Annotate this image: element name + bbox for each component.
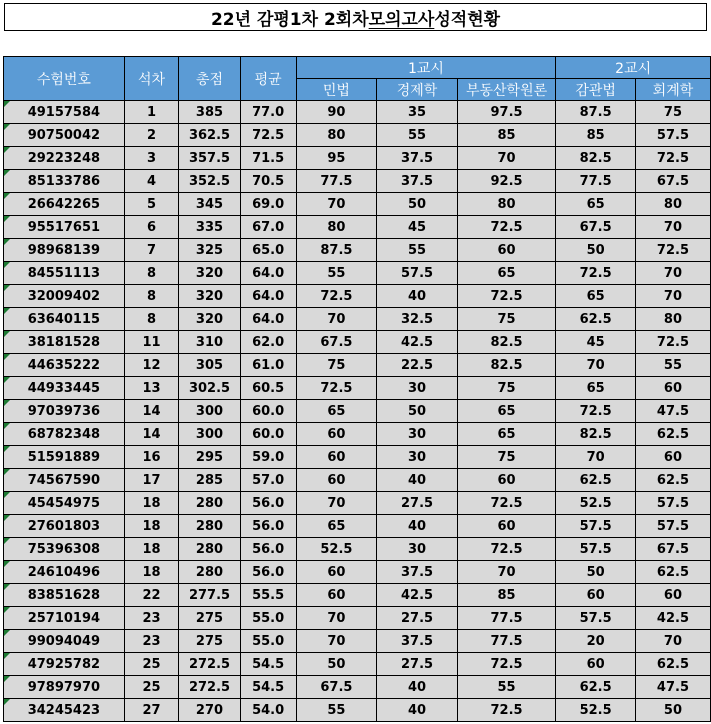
- table-row: [4, 101, 711, 124]
- header-economics[interactable]: 경제학: [377, 79, 458, 101]
- rank-cell[interactable]: 16: [124, 446, 179, 469]
- accounting-cell[interactable]: 67.5: [635, 538, 710, 561]
- real-estate-cell[interactable]: 65: [457, 423, 556, 446]
- economics-cell[interactable]: 30: [377, 423, 458, 446]
- appraisal-law-cell[interactable]: 52.5: [556, 699, 636, 722]
- appraisal-law-cell[interactable]: 70: [556, 354, 636, 377]
- economics-cell[interactable]: 40: [377, 676, 458, 699]
- total-cell[interactable]: 280: [179, 538, 240, 561]
- appraisal-law-cell[interactable]: 57.5: [556, 607, 636, 630]
- average-cell[interactable]: 60.0: [240, 423, 296, 446]
- appraisal-law-cell[interactable]: 57.5: [556, 515, 636, 538]
- total-cell[interactable]: 305: [179, 354, 240, 377]
- appraisal-law-cell[interactable]: 20: [556, 630, 636, 653]
- score-table: [3, 56, 711, 722]
- table-row: [4, 423, 711, 446]
- table-row: [4, 239, 711, 262]
- total-cell[interactable]: 285: [179, 469, 240, 492]
- accounting-cell[interactable]: 62.5: [635, 653, 710, 676]
- exam-no-cell[interactable]: 84551113: [4, 262, 125, 285]
- exam-no-cell[interactable]: 24610496: [4, 561, 125, 584]
- total-cell[interactable]: 325: [179, 239, 240, 262]
- civil-law-cell[interactable]: 60: [296, 469, 377, 492]
- average-cell[interactable]: 77.0: [240, 101, 296, 124]
- economics-cell[interactable]: 37.5: [377, 630, 458, 653]
- total-cell[interactable]: 362.5: [179, 124, 240, 147]
- average-cell[interactable]: 57.0: [240, 469, 296, 492]
- average-cell[interactable]: 55.5: [240, 584, 296, 607]
- table-row: [4, 561, 711, 584]
- score-table-body: [4, 101, 711, 722]
- civil-law-cell[interactable]: 80: [296, 216, 377, 239]
- appraisal-law-cell[interactable]: 67.5: [556, 216, 636, 239]
- average-cell[interactable]: 56.0: [240, 538, 296, 561]
- appraisal-law-cell[interactable]: 85: [556, 124, 636, 147]
- title-underlined: 모의고사: [368, 9, 435, 30]
- civil-law-cell[interactable]: 67.5: [296, 331, 377, 354]
- exam-no-cell[interactable]: 99094049: [4, 630, 125, 653]
- total-cell[interactable]: 280: [179, 492, 240, 515]
- civil-law-cell[interactable]: 70: [296, 308, 377, 331]
- average-cell[interactable]: 65.0: [240, 239, 296, 262]
- civil-law-cell[interactable]: 90: [296, 101, 377, 124]
- total-cell[interactable]: 345: [179, 193, 240, 216]
- total-cell[interactable]: 272.5: [179, 676, 240, 699]
- accounting-cell[interactable]: 62.5: [635, 423, 710, 446]
- average-cell[interactable]: 55.0: [240, 630, 296, 653]
- appraisal-law-cell[interactable]: 62.5: [556, 676, 636, 699]
- header-appraisal-law[interactable]: 감관법: [556, 79, 636, 101]
- table-row: [4, 193, 711, 216]
- header-period2[interactable]: 2교시: [556, 57, 711, 79]
- rank-cell[interactable]: 8: [124, 262, 179, 285]
- table-row: [4, 331, 711, 354]
- civil-law-cell[interactable]: 70: [296, 492, 377, 515]
- total-cell[interactable]: 295: [179, 446, 240, 469]
- title-prefix: 22년 감평1차 2회차: [210, 9, 369, 30]
- table-row: [4, 492, 711, 515]
- civil-law-cell[interactable]: 65: [296, 400, 377, 423]
- rank-cell[interactable]: 6: [124, 216, 179, 239]
- rank-cell[interactable]: 12: [124, 354, 179, 377]
- exam-no-cell[interactable]: 83851628: [4, 584, 125, 607]
- exam-no-cell[interactable]: 45454975: [4, 492, 125, 515]
- rank-cell[interactable]: 5: [124, 193, 179, 216]
- economics-cell[interactable]: 40: [377, 699, 458, 722]
- real-estate-cell[interactable]: 60: [457, 515, 556, 538]
- economics-cell[interactable]: 40: [377, 515, 458, 538]
- appraisal-law-cell[interactable]: 82.5: [556, 147, 636, 170]
- total-cell[interactable]: 300: [179, 400, 240, 423]
- average-cell[interactable]: 56.0: [240, 515, 296, 538]
- real-estate-cell[interactable]: 75: [457, 308, 556, 331]
- header-real-estate[interactable]: 부동산학원론: [457, 79, 556, 101]
- appraisal-law-cell[interactable]: 65: [556, 193, 636, 216]
- accounting-cell[interactable]: 72.5: [635, 239, 710, 262]
- average-cell[interactable]: 70.5: [240, 170, 296, 193]
- total-cell[interactable]: 320: [179, 308, 240, 331]
- accounting-cell[interactable]: 62.5: [635, 469, 710, 492]
- civil-law-cell[interactable]: 55: [296, 699, 377, 722]
- table-row: [4, 262, 711, 285]
- accounting-cell[interactable]: 70: [635, 630, 710, 653]
- exam-no-cell[interactable]: 27601803: [4, 515, 125, 538]
- economics-cell[interactable]: 37.5: [377, 170, 458, 193]
- accounting-cell[interactable]: 72.5: [635, 331, 710, 354]
- header-total[interactable]: 총점: [179, 57, 240, 101]
- exam-no-cell[interactable]: 90750042: [4, 124, 125, 147]
- real-estate-cell[interactable]: 60: [457, 239, 556, 262]
- exam-no-cell[interactable]: 74567590: [4, 469, 125, 492]
- header-rank[interactable]: 석차: [124, 57, 179, 101]
- civil-law-cell[interactable]: 60: [296, 561, 377, 584]
- accounting-cell[interactable]: 80: [635, 308, 710, 331]
- total-cell[interactable]: 302.5: [179, 377, 240, 400]
- economics-cell[interactable]: 57.5: [377, 262, 458, 285]
- accounting-cell[interactable]: 62.5: [635, 561, 710, 584]
- civil-law-cell[interactable]: 72.5: [296, 377, 377, 400]
- average-cell[interactable]: 60.5: [240, 377, 296, 400]
- economics-cell[interactable]: 42.5: [377, 584, 458, 607]
- economics-cell[interactable]: 37.5: [377, 147, 458, 170]
- real-estate-cell[interactable]: 75: [457, 377, 556, 400]
- economics-cell[interactable]: 30: [377, 377, 458, 400]
- accounting-cell[interactable]: 72.5: [635, 147, 710, 170]
- table-row: [4, 147, 711, 170]
- real-estate-cell[interactable]: 55: [457, 676, 556, 699]
- total-cell[interactable]: 320: [179, 285, 240, 308]
- exam-no-cell[interactable]: 68782348: [4, 423, 125, 446]
- civil-law-cell[interactable]: 87.5: [296, 239, 377, 262]
- appraisal-law-cell[interactable]: 52.5: [556, 492, 636, 515]
- rank-cell[interactable]: 27: [124, 699, 179, 722]
- appraisal-law-cell[interactable]: 57.5: [556, 538, 636, 561]
- rank-cell[interactable]: 14: [124, 423, 179, 446]
- real-estate-cell[interactable]: 65: [457, 262, 556, 285]
- total-cell[interactable]: 310: [179, 331, 240, 354]
- table-row: [4, 285, 711, 308]
- real-estate-cell[interactable]: 70: [457, 561, 556, 584]
- accounting-cell[interactable]: 47.5: [635, 676, 710, 699]
- table-row: [4, 469, 711, 492]
- accounting-cell[interactable]: 80: [635, 193, 710, 216]
- real-estate-cell[interactable]: 85: [457, 124, 556, 147]
- rank-cell[interactable]: 14: [124, 400, 179, 423]
- header-exam-no[interactable]: 수험번호: [4, 57, 125, 101]
- accounting-cell[interactable]: 57.5: [635, 124, 710, 147]
- rank-cell[interactable]: 23: [124, 630, 179, 653]
- average-cell[interactable]: 61.0: [240, 354, 296, 377]
- real-estate-cell[interactable]: 72.5: [457, 699, 556, 722]
- civil-law-cell[interactable]: 80: [296, 124, 377, 147]
- rank-cell[interactable]: 22: [124, 584, 179, 607]
- appraisal-law-cell[interactable]: 50: [556, 239, 636, 262]
- accounting-cell[interactable]: 75: [635, 101, 710, 124]
- exam-no-cell[interactable]: 25710194: [4, 607, 125, 630]
- accounting-cell[interactable]: 57.5: [635, 515, 710, 538]
- exam-no-cell[interactable]: 98968139: [4, 239, 125, 262]
- table-row: [4, 377, 711, 400]
- civil-law-cell[interactable]: 60: [296, 446, 377, 469]
- table-row: [4, 653, 711, 676]
- accounting-cell[interactable]: 60: [635, 377, 710, 400]
- economics-cell[interactable]: 30: [377, 538, 458, 561]
- average-cell[interactable]: 56.0: [240, 561, 296, 584]
- table-row: [4, 354, 711, 377]
- real-estate-cell[interactable]: 72.5: [457, 285, 556, 308]
- rank-cell[interactable]: 25: [124, 653, 179, 676]
- economics-cell[interactable]: 27.5: [377, 607, 458, 630]
- rank-cell[interactable]: 18: [124, 492, 179, 515]
- header-period1[interactable]: 1교시: [296, 57, 556, 79]
- exam-no-cell[interactable]: 32009402: [4, 285, 125, 308]
- appraisal-law-cell[interactable]: 72.5: [556, 262, 636, 285]
- total-cell[interactable]: 280: [179, 515, 240, 538]
- average-cell[interactable]: 64.0: [240, 262, 296, 285]
- exam-no-cell[interactable]: 97039736: [4, 400, 125, 423]
- appraisal-law-cell[interactable]: 45: [556, 331, 636, 354]
- civil-law-cell[interactable]: 75: [296, 354, 377, 377]
- economics-cell[interactable]: 27.5: [377, 653, 458, 676]
- real-estate-cell[interactable]: 85: [457, 584, 556, 607]
- civil-law-cell[interactable]: 77.5: [296, 170, 377, 193]
- real-estate-cell[interactable]: 65: [457, 400, 556, 423]
- total-cell[interactable]: 270: [179, 699, 240, 722]
- total-cell[interactable]: 335: [179, 216, 240, 239]
- economics-cell[interactable]: 37.5: [377, 561, 458, 584]
- accounting-cell[interactable]: 70: [635, 285, 710, 308]
- real-estate-cell[interactable]: 72.5: [457, 538, 556, 561]
- rank-cell[interactable]: 7: [124, 239, 179, 262]
- civil-law-cell[interactable]: 70: [296, 607, 377, 630]
- real-estate-cell[interactable]: 70: [457, 147, 556, 170]
- appraisal-law-cell[interactable]: 82.5: [556, 423, 636, 446]
- exam-no-cell[interactable]: 75396308: [4, 538, 125, 561]
- civil-law-cell[interactable]: 70: [296, 193, 377, 216]
- average-cell[interactable]: 64.0: [240, 308, 296, 331]
- rank-cell[interactable]: 8: [124, 308, 179, 331]
- economics-cell[interactable]: 55: [377, 239, 458, 262]
- exam-no-cell[interactable]: 97897970: [4, 676, 125, 699]
- economics-cell[interactable]: 32.5: [377, 308, 458, 331]
- average-cell[interactable]: 60.0: [240, 400, 296, 423]
- rank-cell[interactable]: 1: [124, 101, 179, 124]
- average-cell[interactable]: 72.5: [240, 124, 296, 147]
- total-cell[interactable]: 352.5: [179, 170, 240, 193]
- real-estate-cell[interactable]: 77.5: [457, 630, 556, 653]
- table-row: [4, 538, 711, 561]
- real-estate-cell[interactable]: 82.5: [457, 331, 556, 354]
- total-cell[interactable]: 272.5: [179, 653, 240, 676]
- rank-cell[interactable]: 17: [124, 469, 179, 492]
- table-row: [4, 699, 711, 722]
- real-estate-cell[interactable]: 72.5: [457, 216, 556, 239]
- total-cell[interactable]: 277.5: [179, 584, 240, 607]
- exam-no-cell[interactable]: 38181528: [4, 331, 125, 354]
- real-estate-cell[interactable]: 80: [457, 193, 556, 216]
- real-estate-cell[interactable]: 82.5: [457, 354, 556, 377]
- civil-law-cell[interactable]: 67.5: [296, 676, 377, 699]
- economics-cell[interactable]: 40: [377, 469, 458, 492]
- average-cell[interactable]: 64.0: [240, 285, 296, 308]
- average-cell[interactable]: 54.5: [240, 653, 296, 676]
- header-accounting[interactable]: 회계학: [635, 79, 710, 101]
- civil-law-cell[interactable]: 55: [296, 262, 377, 285]
- average-cell[interactable]: 54.0: [240, 699, 296, 722]
- real-estate-cell[interactable]: 77.5: [457, 607, 556, 630]
- average-cell[interactable]: 69.0: [240, 193, 296, 216]
- exam-no-cell[interactable]: 85133786: [4, 170, 125, 193]
- total-cell[interactable]: 320: [179, 262, 240, 285]
- accounting-cell[interactable]: 50: [635, 699, 710, 722]
- exam-no-cell[interactable]: 49157584: [4, 101, 125, 124]
- table-row: [4, 446, 711, 469]
- accounting-cell[interactable]: 60: [635, 584, 710, 607]
- accounting-cell[interactable]: 42.5: [635, 607, 710, 630]
- appraisal-law-cell[interactable]: 62.5: [556, 469, 636, 492]
- accounting-cell[interactable]: 57.5: [635, 492, 710, 515]
- appraisal-law-cell[interactable]: 65: [556, 285, 636, 308]
- table-row: [4, 170, 711, 193]
- exam-no-cell[interactable]: 44933445: [4, 377, 125, 400]
- exam-no-cell[interactable]: 95517651: [4, 216, 125, 239]
- economics-cell[interactable]: 50: [377, 193, 458, 216]
- civil-law-cell[interactable]: 52.5: [296, 538, 377, 561]
- header-average[interactable]: 평균: [240, 57, 296, 101]
- accounting-cell[interactable]: 67.5: [635, 170, 710, 193]
- appraisal-law-cell[interactable]: 77.5: [556, 170, 636, 193]
- header-row-top: [4, 57, 711, 79]
- economics-cell[interactable]: 50: [377, 400, 458, 423]
- sheet-title: [4, 3, 707, 31]
- exam-no-cell[interactable]: 34245423: [4, 699, 125, 722]
- accounting-cell[interactable]: 70: [635, 216, 710, 239]
- economics-cell[interactable]: 22.5: [377, 354, 458, 377]
- rank-cell[interactable]: 18: [124, 515, 179, 538]
- appraisal-law-cell[interactable]: 70: [556, 446, 636, 469]
- table-row: [4, 515, 711, 538]
- accounting-cell[interactable]: 55: [635, 354, 710, 377]
- rank-cell[interactable]: 25: [124, 676, 179, 699]
- real-estate-cell[interactable]: 75: [457, 446, 556, 469]
- rank-cell[interactable]: 11: [124, 331, 179, 354]
- rank-cell[interactable]: 3: [124, 147, 179, 170]
- rank-cell[interactable]: 4: [124, 170, 179, 193]
- appraisal-law-cell[interactable]: 87.5: [556, 101, 636, 124]
- rank-cell[interactable]: 18: [124, 538, 179, 561]
- total-cell[interactable]: 300: [179, 423, 240, 446]
- accounting-cell[interactable]: 47.5: [635, 400, 710, 423]
- average-cell[interactable]: 67.0: [240, 216, 296, 239]
- accounting-cell[interactable]: 70: [635, 262, 710, 285]
- real-estate-cell[interactable]: 72.5: [457, 492, 556, 515]
- civil-law-cell[interactable]: 60: [296, 423, 377, 446]
- title-suffix: 성적현황: [434, 9, 501, 30]
- table-row: [4, 400, 711, 423]
- rank-cell[interactable]: 8: [124, 285, 179, 308]
- average-cell[interactable]: 54.5: [240, 676, 296, 699]
- economics-cell[interactable]: 40: [377, 285, 458, 308]
- real-estate-cell[interactable]: 60: [457, 469, 556, 492]
- civil-law-cell[interactable]: 50: [296, 653, 377, 676]
- economics-cell[interactable]: 42.5: [377, 331, 458, 354]
- economics-cell[interactable]: 45: [377, 216, 458, 239]
- exam-no-cell[interactable]: 29223248: [4, 147, 125, 170]
- average-cell[interactable]: 56.0: [240, 492, 296, 515]
- total-cell[interactable]: 275: [179, 630, 240, 653]
- table-row: [4, 308, 711, 331]
- civil-law-cell[interactable]: 70: [296, 630, 377, 653]
- header-civil-law[interactable]: 민법: [296, 79, 377, 101]
- real-estate-cell[interactable]: 97.5: [457, 101, 556, 124]
- appraisal-law-cell[interactable]: 72.5: [556, 400, 636, 423]
- average-cell[interactable]: 71.5: [240, 147, 296, 170]
- table-row: [4, 676, 711, 699]
- exam-no-cell[interactable]: 47925782: [4, 653, 125, 676]
- table-row: [4, 216, 711, 239]
- appraisal-law-cell[interactable]: 60: [556, 584, 636, 607]
- table-row: [4, 607, 711, 630]
- rank-cell[interactable]: 2: [124, 124, 179, 147]
- civil-law-cell[interactable]: 65: [296, 515, 377, 538]
- table-row: [4, 630, 711, 653]
- total-cell[interactable]: 357.5: [179, 147, 240, 170]
- average-cell[interactable]: 62.0: [240, 331, 296, 354]
- economics-cell[interactable]: 35: [377, 101, 458, 124]
- appraisal-law-cell[interactable]: 62.5: [556, 308, 636, 331]
- average-cell[interactable]: 59.0: [240, 446, 296, 469]
- appraisal-law-cell[interactable]: 60: [556, 653, 636, 676]
- accounting-cell[interactable]: 60: [635, 446, 710, 469]
- economics-cell[interactable]: 30: [377, 446, 458, 469]
- appraisal-law-cell[interactable]: 50: [556, 561, 636, 584]
- total-cell[interactable]: 385: [179, 101, 240, 124]
- economics-cell[interactable]: 55: [377, 124, 458, 147]
- real-estate-cell[interactable]: 92.5: [457, 170, 556, 193]
- civil-law-cell[interactable]: 72.5: [296, 285, 377, 308]
- average-cell[interactable]: 55.0: [240, 607, 296, 630]
- civil-law-cell[interactable]: 95: [296, 147, 377, 170]
- rank-cell[interactable]: 13: [124, 377, 179, 400]
- appraisal-law-cell[interactable]: 65: [556, 377, 636, 400]
- table-row: [4, 124, 711, 147]
- rank-cell[interactable]: 23: [124, 607, 179, 630]
- real-estate-cell[interactable]: 72.5: [457, 653, 556, 676]
- exam-no-cell[interactable]: 63640115: [4, 308, 125, 331]
- table-row: [4, 584, 711, 607]
- exam-no-cell[interactable]: 51591889: [4, 446, 125, 469]
- rank-cell[interactable]: 18: [124, 561, 179, 584]
- total-cell[interactable]: 280: [179, 561, 240, 584]
- civil-law-cell[interactable]: 60: [296, 584, 377, 607]
- exam-no-cell[interactable]: 44635222: [4, 354, 125, 377]
- economics-cell[interactable]: 27.5: [377, 492, 458, 515]
- total-cell[interactable]: 275: [179, 607, 240, 630]
- exam-no-cell[interactable]: 26642265: [4, 193, 125, 216]
